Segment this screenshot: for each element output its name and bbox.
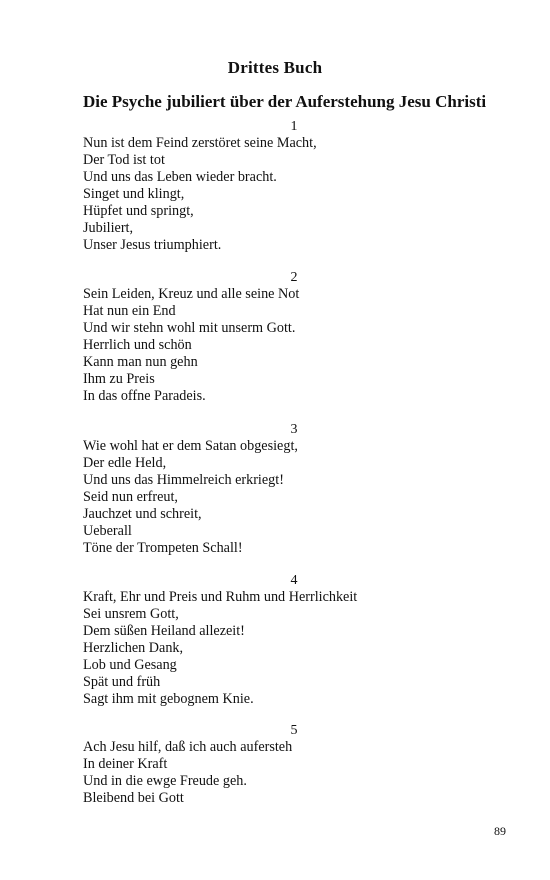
verse-line: Singet und klingt, [83, 186, 185, 202]
verse-line: Hat nun ein End [83, 303, 176, 319]
stanza-number: 3 [290, 422, 298, 437]
verse-line: In das offne Paradeis. [83, 388, 206, 404]
verse-line: Sein Leiden, Kreuz und alle seine Not [83, 286, 300, 302]
verse-line: Und uns das Himmelreich erkriegt! [83, 472, 284, 488]
verse-line: Der Tod ist tot [83, 152, 165, 168]
verse-line: Und in die ewge Freude geh. [83, 773, 247, 789]
verse-line: Seid nun erfreut, [83, 489, 178, 505]
stanza-number: 5 [290, 723, 298, 738]
verse-line: Ihm zu Preis [83, 371, 155, 387]
verse-line: Und uns das Leben wieder bracht. [83, 169, 277, 185]
stanza-number: 2 [290, 270, 298, 285]
stanza-4 [83, 572, 503, 708]
verse-line: Ach Jesu hilf, daß ich auch aufersteh [83, 739, 293, 755]
book-title: Drittes Buch [227, 58, 323, 77]
verse-line: Unser Jesus triumphiert. [83, 237, 222, 253]
verse-line: In deiner Kraft [83, 756, 168, 772]
verse-line: Herrlich und schön [83, 337, 192, 353]
verse-line: Kraft, Ehr und Preis und Ruhm und Herrlichkeit [83, 589, 358, 605]
verse-line: Ueberall [83, 523, 132, 539]
verse-line: Der edle Held, [83, 455, 167, 471]
verse-line: Bleibend bei Gott [83, 790, 184, 806]
verse-line: Kann man nun gehn [83, 354, 198, 370]
verse-line: Lob und Gesang [83, 657, 177, 673]
verse-line: Und wir stehn wohl mit unserm Gott. [83, 320, 296, 336]
stanza-1 [83, 118, 503, 254]
verse-line: Dem süßen Heiland allezeit! [83, 623, 245, 639]
verse-line: Sei unsrem Gott, [83, 606, 179, 622]
verse-line: Jubiliert, [83, 220, 134, 236]
chapter-title: Die Psyche jubiliert über der Auferstehung Jesu Christi [83, 92, 487, 111]
stanza-5 [83, 722, 503, 807]
verse-line: Wie wohl hat er dem Satan obgesiegt, [83, 438, 298, 454]
verse-line: Jauchzet und schreit, [83, 506, 202, 522]
stanza-number: 1 [290, 119, 298, 134]
verse-line: Töne der Trompeten Schall! [83, 540, 243, 556]
stanza-2 [83, 269, 503, 405]
verse-line: Hüpfet und springt, [83, 203, 194, 219]
page-number: 89 [494, 824, 506, 838]
verse-line: Nun ist dem Feind zerstöret seine Macht, [83, 135, 317, 151]
stanza-3 [83, 421, 503, 557]
verse-line: Sagt ihm mit gebognem Knie. [83, 691, 254, 707]
stanza-number: 4 [290, 573, 298, 588]
verse-line: Spät und früh [83, 674, 161, 690]
verse-line: Herzlichen Dank, [83, 640, 184, 656]
